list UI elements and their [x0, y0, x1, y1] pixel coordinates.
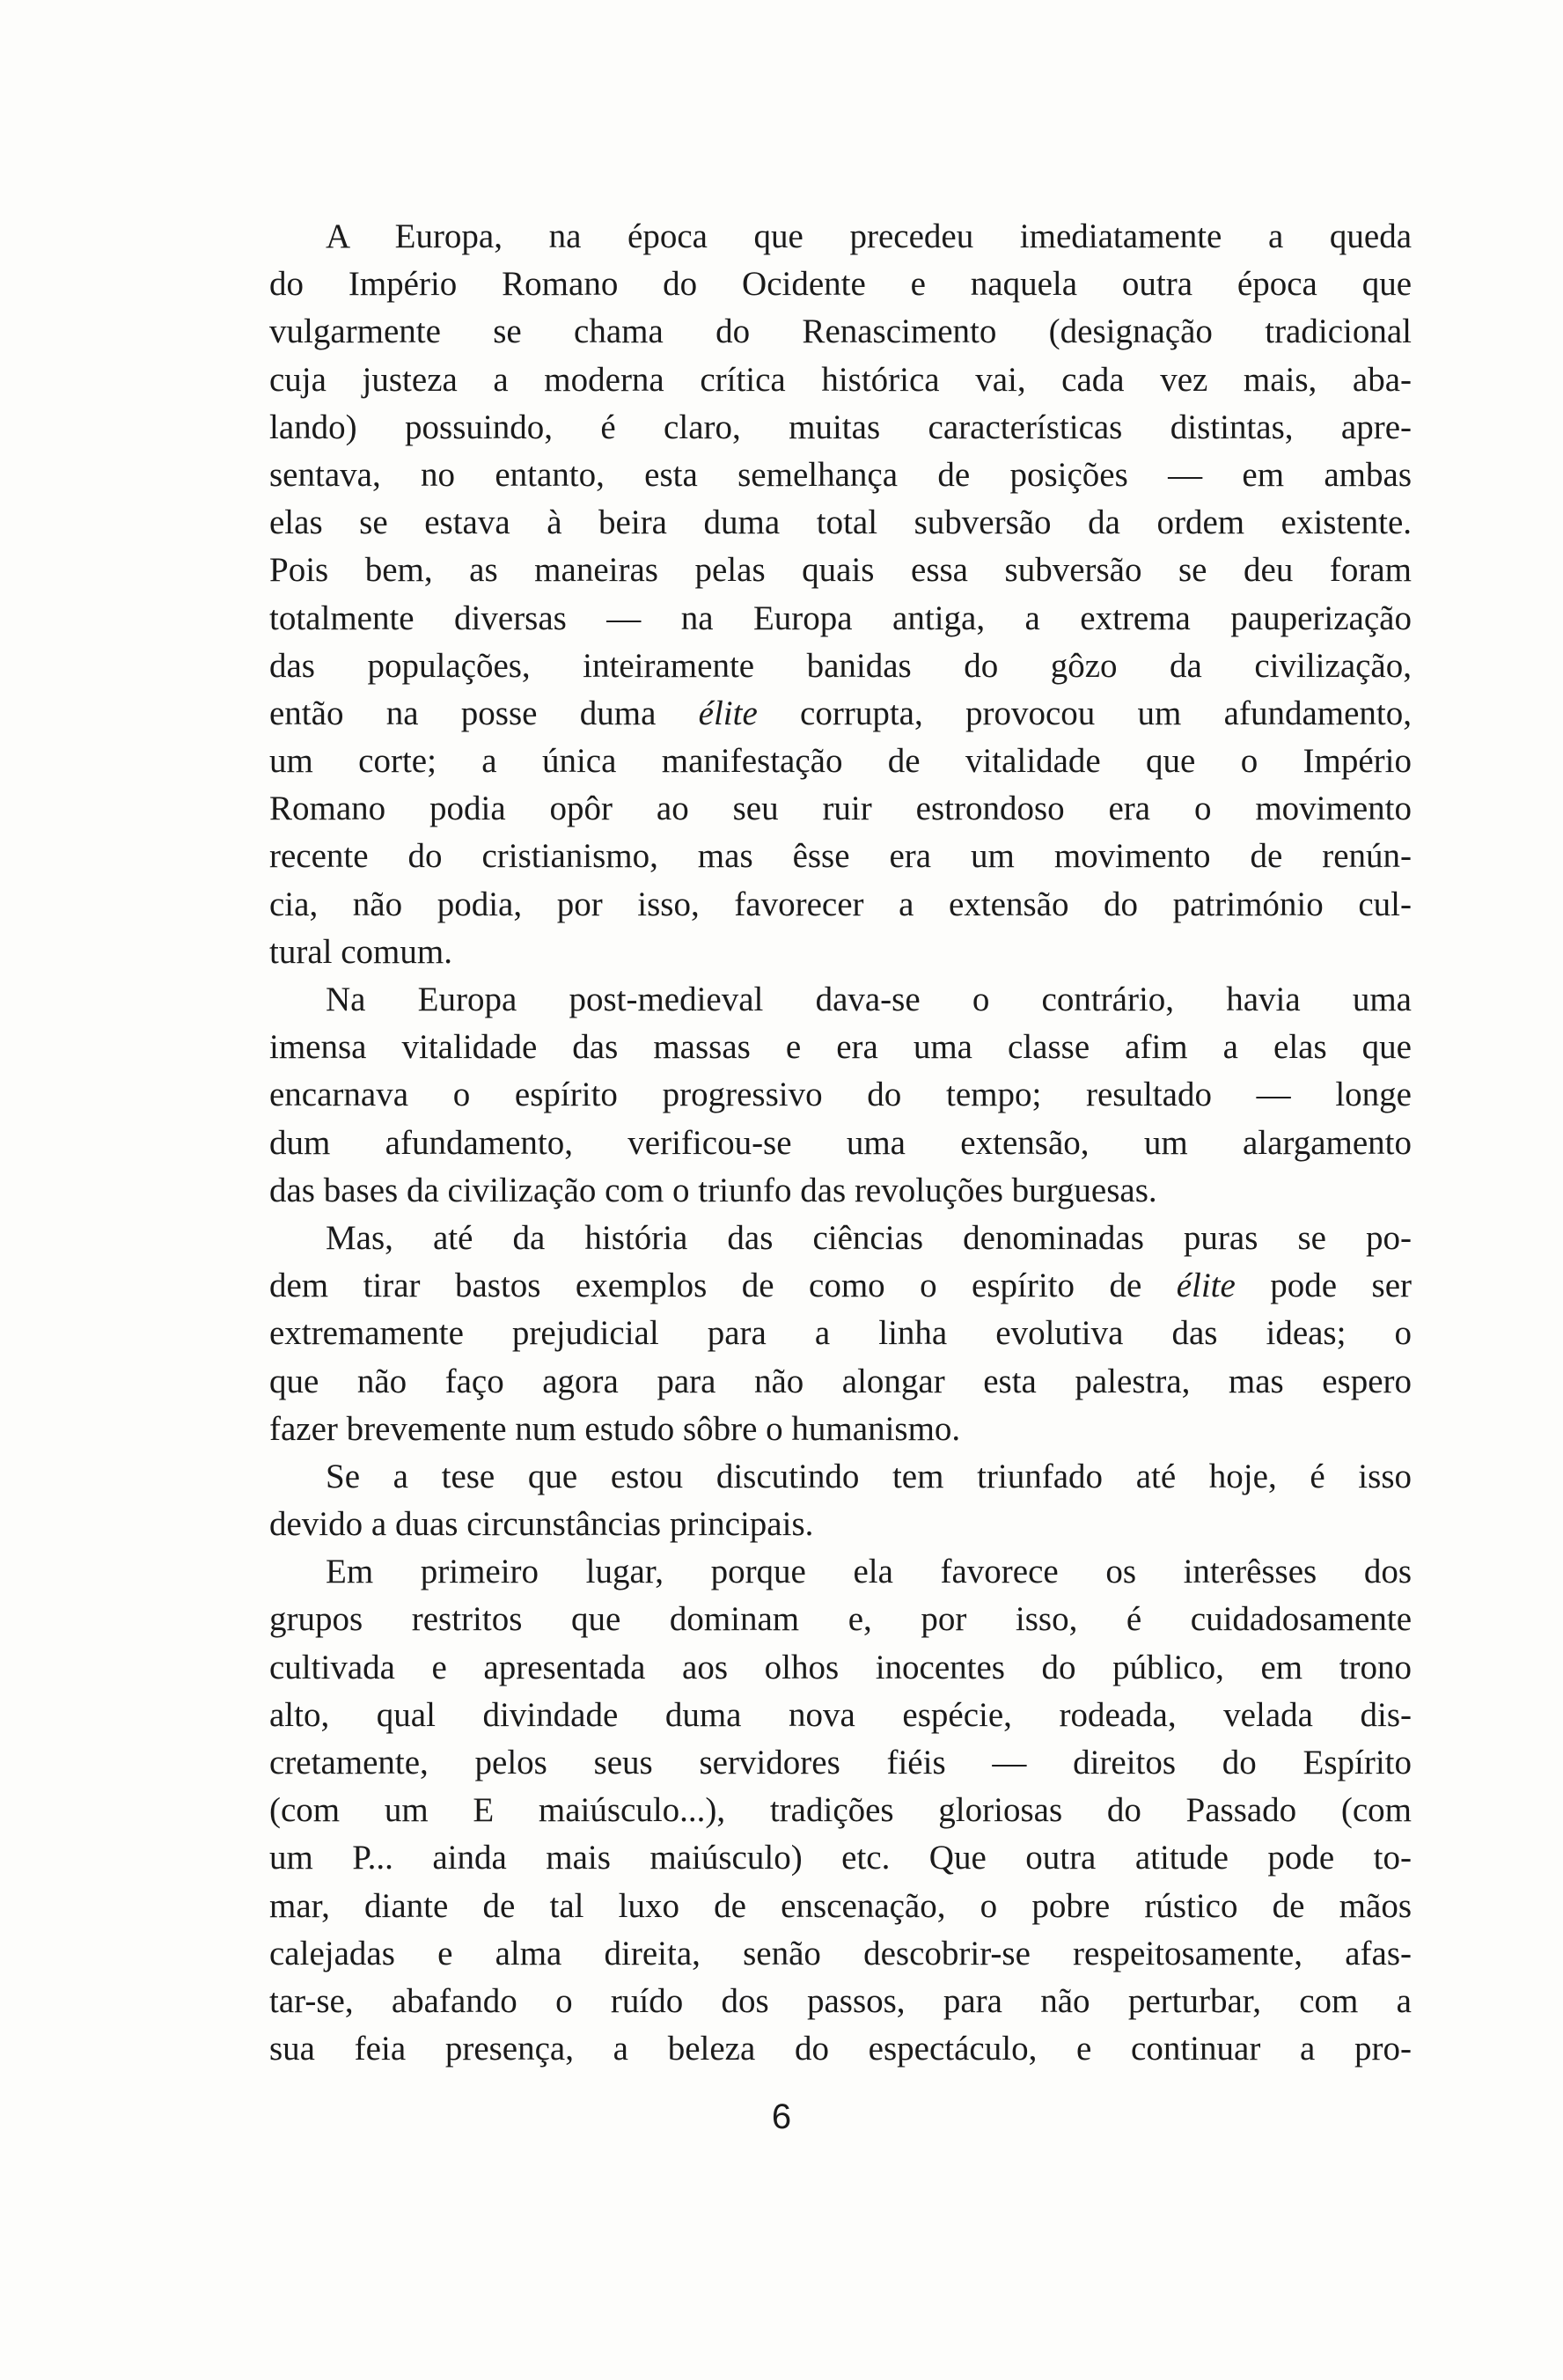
text-segment: então na posse duma: [269, 694, 699, 732]
page-number: 6: [771, 2097, 792, 2136]
text-line: fazer brevemente num estudo sôbre o humanismo.: [269, 1409, 961, 1448]
text-segment: dem tirar bastos exemplos de como o espírito de: [269, 1267, 1177, 1305]
text-line: encarnava o espírito progressivo do tempo; resultado — longe: [269, 1076, 1412, 1114]
text-line: do Império Romano do Ocidente e naquela outra época que: [269, 265, 1412, 304]
italic-term: élite: [1176, 1267, 1236, 1305]
text-line: devido a duas circunstâncias principais.: [269, 1505, 814, 1544]
text-line: vulgarmente se chama do Renascimento (designação tradicional: [269, 312, 1412, 351]
paragraph: [269, 1215, 1412, 1453]
text-segment: corrupta, provocou um afundamento,: [757, 694, 1412, 732]
text-line: Pois bem, as maneiras pelas quais essa subversão se deu foram: [269, 551, 1412, 590]
text-line: cuja justeza a moderna crítica histórica vai, cada vez mais, aba-: [269, 360, 1412, 399]
text-line: A Europa, na época que precedeu imediatamente a queda: [326, 217, 1412, 255]
text-line: (com um E maiúsculo...), tradições gloriosas do Passado (com: [269, 1791, 1412, 1830]
text-line: dum afundamento, verificou-se uma extensão, um alargamento: [269, 1123, 1412, 1162]
text-line: um P... ainda mais maiúsculo) etc. Que outra atitude pode to-: [269, 1839, 1412, 1877]
text-segment: pode ser: [1235, 1267, 1412, 1305]
text-line: calejadas e alma direita, senão descobrir-se respeitosamente, afas-: [269, 1934, 1412, 1972]
text-line: alto, qual divindade duma nova espécie, rodeada, velada dis-: [269, 1695, 1412, 1734]
paragraph: [269, 976, 1412, 1215]
text-line: totalmente diversas — na Europa antiga, a extrema pauperização: [269, 599, 1412, 637]
text-line: tar-se, abafando o ruído dos passos, para não perturbar, com a: [269, 1981, 1412, 2020]
text-line: que não faço agora para não alongar esta palestra, mas espero: [269, 1362, 1412, 1400]
text-line: Em primeiro lugar, porque ela favorece os interêsses dos: [326, 1553, 1412, 1591]
text-line: Na Europa post-medieval dava-se o contrário, havia uma: [326, 981, 1412, 1018]
text-line: das bases da civilização com o triunfo das revoluções burguesas.: [269, 1171, 1157, 1209]
paragraph: [269, 1548, 1412, 2073]
text-line: Romano podia opôr ao seu ruir estrondoso era o movimento: [269, 790, 1412, 828]
text-line: das populações, inteiramente banidas do gôzo da civilização,: [269, 646, 1412, 685]
text-line: recente do cristianismo, mas êsse era um movimento de renún-: [269, 837, 1412, 876]
text-line: cia, não podia, por isso, favorecer a extensão do património cul-: [269, 885, 1412, 923]
text-line: cretamente, pelos seus servidores fiéis — direitos do Espírito: [269, 1744, 1412, 1781]
body-text: [269, 213, 1412, 2073]
text-line: grupos restritos que dominam e, por isso, é cuidadosamente: [269, 1600, 1412, 1639]
text-line: imensa vitalidade das massas e era uma classe afim a elas que: [269, 1028, 1412, 1067]
text-line: Se a tese que estou discutindo tem triunfado até hoje, é isso: [326, 1457, 1412, 1495]
text-line: extremamente prejudicial para a linha evolutiva das ideas; o: [269, 1314, 1412, 1353]
text-line: um corte; a única manifestação de vitalidade que o Império: [269, 742, 1412, 781]
text-line: Mas, até da história das ciências denominadas puras se po-: [326, 1218, 1412, 1257]
text-line: [269, 1262, 1412, 1310]
text-line: mar, diante de tal luxo de enscenação, o pobre rústico de mãos: [269, 1886, 1412, 1925]
paragraph: [269, 213, 1412, 976]
text-line: sua feia presença, a beleza do espectáculo, e continuar a pro-: [269, 2030, 1412, 2068]
paragraph: [269, 1453, 1412, 1548]
text-line: [269, 690, 1412, 738]
text-line: cultivada e apresentada aos olhos inocentes do público, em trono: [269, 1648, 1412, 1686]
text-line: lando) possuindo, é claro, muitas características distintas, apre-: [269, 408, 1412, 446]
italic-term: élite: [698, 694, 758, 732]
text-line: sentava, no entanto, esta semelhança de posições — em ambas: [269, 455, 1412, 494]
text-line: tural comum.: [269, 932, 452, 971]
text-line: elas se estava à beira duma total subversão da ordem existente.: [269, 503, 1412, 542]
